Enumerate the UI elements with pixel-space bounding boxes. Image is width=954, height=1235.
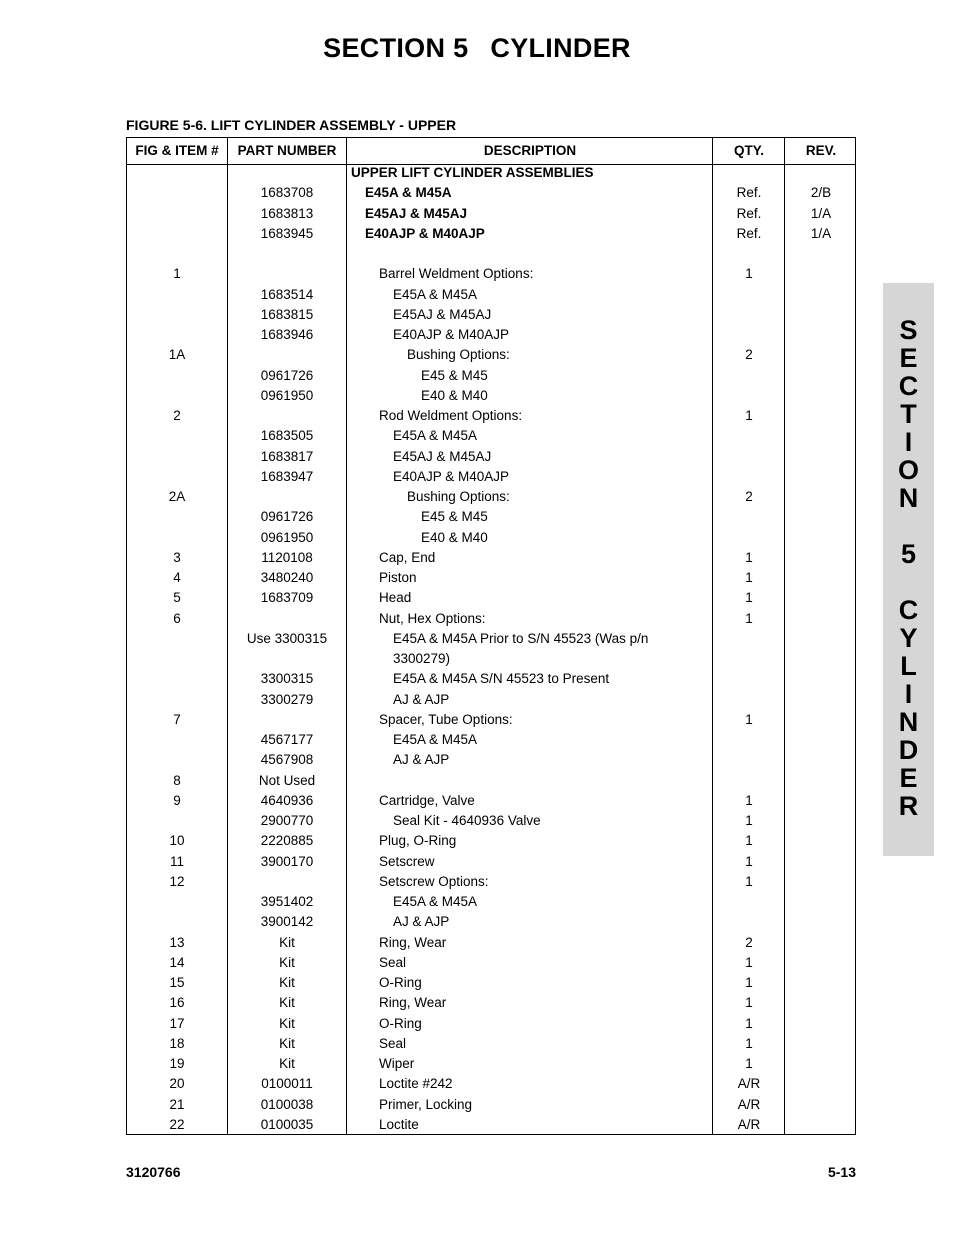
description-cell: Barrel Weldment Options: bbox=[379, 266, 534, 282]
description-cell: AJ & AJP bbox=[393, 752, 450, 768]
fig-item-cell: 6 bbox=[173, 610, 181, 626]
side-tab-letter: C bbox=[898, 595, 919, 625]
description-cell: Bushing Options: bbox=[407, 347, 510, 363]
part-number-cell: 3300279 bbox=[260, 691, 314, 707]
part-number-cell: 1683505 bbox=[260, 428, 314, 444]
part-number-cell: 3480240 bbox=[260, 570, 314, 585]
table-row bbox=[127, 750, 857, 770]
fig-item-cell: 10 bbox=[169, 833, 185, 849]
qty-cell: 1 bbox=[745, 408, 753, 423]
header-description: DESCRIPTION bbox=[483, 143, 577, 158]
doc-number: 3120766 bbox=[126, 1164, 181, 1180]
qty-cell: 1 bbox=[745, 711, 753, 727]
table-row bbox=[127, 730, 857, 750]
table-row bbox=[127, 993, 857, 1013]
table-row bbox=[127, 1095, 857, 1115]
description-cell: Setscrew bbox=[379, 853, 435, 869]
description-cell: Ring, Wear bbox=[379, 934, 447, 950]
part-number-cell: 1683514 bbox=[260, 286, 314, 302]
rev-cell: 1/A bbox=[810, 225, 832, 241]
description-cell: Seal bbox=[379, 954, 407, 970]
qty-cell: 1 bbox=[745, 813, 753, 828]
description-cell: E45A & M45A bbox=[393, 428, 478, 444]
figure-title: FIGURE 5-6. LIFT CYLINDER ASSEMBLY - UPPER bbox=[126, 117, 457, 133]
fig-item-cell: 19 bbox=[169, 1056, 185, 1071]
part-number-cell: Kit bbox=[279, 954, 295, 970]
description-cell: Wiper bbox=[379, 1056, 415, 1071]
table-row bbox=[127, 285, 857, 305]
table-row bbox=[127, 1074, 857, 1094]
table-row bbox=[127, 406, 857, 426]
description-cell: Nut, Hex Options: bbox=[379, 610, 486, 626]
table-row bbox=[127, 305, 857, 325]
description-cell: Cap, End bbox=[379, 549, 436, 565]
part-number-cell: 4567177 bbox=[260, 732, 314, 747]
part-number-cell: 0100035 bbox=[260, 1116, 314, 1132]
part-number-cell: 3900142 bbox=[260, 914, 314, 930]
side-tab-letter: E bbox=[899, 763, 918, 793]
fig-item-cell: 13 bbox=[169, 934, 185, 950]
part-number-cell: Kit bbox=[279, 975, 295, 990]
description-cell: AJ & AJP bbox=[393, 691, 450, 707]
table-row bbox=[127, 447, 857, 467]
table-row bbox=[127, 548, 857, 568]
fig-item-cell: 9 bbox=[173, 792, 181, 808]
table-row bbox=[127, 568, 857, 588]
description-cell: Plug, O-Ring bbox=[379, 833, 457, 849]
fig-item-cell: 4 bbox=[173, 570, 181, 585]
side-tab-letter: T bbox=[900, 399, 917, 429]
table-row bbox=[127, 933, 857, 953]
description-cell: E40AJP & M40AJP bbox=[393, 327, 510, 342]
table-row bbox=[127, 224, 857, 244]
fig-item-cell: 3 bbox=[173, 549, 181, 565]
table-row bbox=[127, 852, 857, 872]
qty-cell: 1 bbox=[745, 1035, 753, 1051]
parts-rows bbox=[127, 163, 857, 1135]
description-cell: Head bbox=[379, 590, 412, 606]
description-cell: Piston bbox=[379, 570, 417, 585]
side-tab-letter: L bbox=[900, 651, 917, 681]
description-cell: Loctite #242 bbox=[379, 1076, 453, 1092]
table-row bbox=[127, 1115, 857, 1135]
qty-cell: 1 bbox=[745, 975, 753, 990]
table-row bbox=[127, 588, 857, 608]
header-qty: QTY. bbox=[733, 143, 764, 158]
part-number-cell: 0100038 bbox=[260, 1096, 314, 1112]
table-row bbox=[127, 669, 857, 689]
table-row bbox=[127, 912, 857, 932]
qty-cell: 1 bbox=[745, 954, 753, 970]
description-cell: E45 & M45 bbox=[421, 367, 488, 383]
table-row bbox=[127, 649, 857, 669]
side-tab-letter: E bbox=[899, 343, 918, 373]
table-row bbox=[127, 183, 857, 203]
table-row bbox=[127, 1034, 857, 1054]
description-cell: E40 & M40 bbox=[421, 387, 488, 403]
table-row bbox=[127, 487, 857, 507]
side-tab-letter: O bbox=[897, 455, 919, 485]
description-cell: 3300279) bbox=[393, 651, 451, 666]
table-row bbox=[127, 467, 857, 487]
page-number: 5-13 bbox=[827, 1164, 856, 1180]
rev-cell: 2/B bbox=[810, 185, 832, 201]
side-tab-letter: 5 bbox=[900, 539, 917, 569]
part-number-cell: Kit bbox=[279, 1035, 295, 1051]
side-tab-letter: D bbox=[898, 735, 919, 765]
qty-cell: 1 bbox=[745, 833, 753, 849]
table-row bbox=[127, 386, 857, 406]
side-tab-letter: N bbox=[898, 483, 919, 513]
fig-item-cell: 21 bbox=[169, 1096, 185, 1112]
side-tab-letter: Y bbox=[899, 623, 918, 653]
table-row bbox=[127, 791, 857, 811]
qty-cell: 1 bbox=[745, 853, 753, 869]
part-number-cell: 1683813 bbox=[260, 205, 314, 221]
header-part-number: PART NUMBER bbox=[237, 143, 337, 158]
part-number-cell: 0961950 bbox=[260, 387, 314, 403]
header-rev: REV. bbox=[805, 143, 837, 158]
table-row bbox=[127, 609, 857, 629]
description-cell: Spacer, Tube Options: bbox=[379, 711, 513, 727]
part-number-cell: Kit bbox=[279, 1056, 295, 1071]
qty-cell: 1 bbox=[745, 792, 753, 808]
description-cell: E45A & M45A bbox=[393, 732, 478, 747]
qty-cell: 1 bbox=[745, 570, 753, 585]
section-name: CYLINDER bbox=[490, 33, 631, 63]
table-row bbox=[127, 507, 857, 527]
table-row bbox=[127, 426, 857, 446]
part-number-cell: Kit bbox=[279, 934, 295, 950]
part-number-cell: 0961726 bbox=[260, 509, 314, 525]
qty-cell: 1 bbox=[745, 549, 753, 565]
table-row bbox=[127, 325, 857, 345]
fig-item-cell: 17 bbox=[169, 1015, 185, 1031]
table-row bbox=[127, 264, 857, 284]
qty-cell: Ref. bbox=[736, 225, 762, 241]
table-row bbox=[127, 710, 857, 730]
side-tab-letter: C bbox=[898, 371, 919, 401]
qty-cell: Ref. bbox=[736, 185, 762, 201]
table-row bbox=[127, 811, 857, 831]
section-heading bbox=[0, 33, 954, 64]
fig-item-cell: 1 bbox=[173, 266, 181, 282]
part-number-cell: 0961726 bbox=[260, 367, 314, 383]
section-side-tab bbox=[883, 283, 934, 856]
description-cell: O-Ring bbox=[379, 1015, 422, 1031]
description-cell: Bushing Options: bbox=[407, 489, 510, 504]
part-number-cell: Not Used bbox=[258, 772, 316, 788]
table-row bbox=[127, 1054, 857, 1074]
qty-cell: 1 bbox=[745, 590, 753, 606]
fig-item-cell: 5 bbox=[173, 590, 181, 606]
description-cell: E45A & M45A bbox=[393, 286, 478, 302]
side-tab-letters bbox=[883, 316, 934, 820]
qty-cell: 1 bbox=[745, 1015, 753, 1031]
description-cell: E45AJ & M45AJ bbox=[393, 306, 492, 322]
part-number-cell: 2220885 bbox=[260, 833, 314, 849]
part-number-cell: 1683945 bbox=[260, 225, 314, 241]
description-cell: Rod Weldment Options: bbox=[379, 408, 523, 423]
table-row bbox=[127, 528, 857, 548]
description-cell: E45A & M45A bbox=[393, 894, 478, 909]
fig-item-cell: 2A bbox=[168, 489, 186, 504]
header-fig-item: FIG & ITEM # bbox=[135, 143, 219, 158]
parts-table bbox=[126, 137, 856, 1135]
part-number-cell: 1683709 bbox=[260, 590, 314, 606]
qty-cell: 1 bbox=[745, 1056, 753, 1071]
side-tab-letter: I bbox=[904, 427, 913, 457]
table-row bbox=[127, 345, 857, 365]
table-row bbox=[127, 831, 857, 851]
rev-cell: 1/A bbox=[810, 205, 832, 221]
description-cell: Ring, Wear bbox=[379, 995, 447, 1011]
part-number-cell: 1683946 bbox=[260, 327, 314, 342]
description-cell: Seal Kit - 4640936 Valve bbox=[393, 813, 541, 828]
fig-item-cell: 1A bbox=[168, 347, 186, 363]
qty-cell: 1 bbox=[745, 873, 753, 889]
description-cell: Primer, Locking bbox=[379, 1096, 473, 1112]
description-cell: AJ & AJP bbox=[393, 914, 450, 930]
side-tab-letter: S bbox=[899, 315, 918, 345]
qty-cell: 2 bbox=[745, 489, 753, 504]
qty-cell: 1 bbox=[745, 610, 753, 626]
fig-item-cell: 12 bbox=[169, 873, 185, 889]
qty-cell: 2 bbox=[745, 347, 753, 363]
qty-cell: Ref. bbox=[736, 205, 762, 221]
table-row bbox=[127, 366, 857, 386]
description-cell: E40AJP & M40AJP bbox=[365, 225, 485, 241]
qty-cell: 1 bbox=[745, 995, 753, 1011]
part-number-cell: 2900770 bbox=[260, 813, 314, 828]
description-cell: E45 & M45 bbox=[421, 509, 488, 525]
qty-cell: A/R bbox=[737, 1096, 761, 1112]
fig-item-cell: 8 bbox=[173, 772, 181, 788]
description-cell: E45AJ & M45AJ bbox=[393, 448, 492, 464]
table-row bbox=[127, 690, 857, 710]
fig-item-cell: 14 bbox=[169, 954, 185, 970]
qty-cell: 2 bbox=[745, 934, 753, 950]
part-number-cell: 4567908 bbox=[260, 752, 314, 768]
table-row bbox=[127, 872, 857, 892]
table-row bbox=[127, 771, 857, 791]
description-cell: O-Ring bbox=[379, 975, 422, 990]
part-number-cell: 1683947 bbox=[260, 468, 314, 484]
part-number-cell: Kit bbox=[279, 995, 295, 1011]
description-cell: UPPER LIFT CYLINDER ASSEMBLIES bbox=[351, 165, 594, 180]
table-row bbox=[127, 244, 857, 264]
qty-cell: 1 bbox=[745, 266, 753, 282]
part-number-cell: 0100011 bbox=[261, 1076, 313, 1092]
table-row bbox=[127, 953, 857, 973]
side-tab-letter: I bbox=[904, 679, 913, 709]
fig-item-cell: 11 bbox=[169, 853, 184, 869]
fig-item-cell: 22 bbox=[169, 1116, 185, 1132]
description-cell: Loctite bbox=[379, 1116, 419, 1132]
table-row bbox=[127, 973, 857, 993]
table-row bbox=[127, 204, 857, 224]
side-tab-letter: R bbox=[898, 791, 919, 821]
part-number-cell: 3300315 bbox=[260, 671, 314, 687]
table-row bbox=[127, 892, 857, 912]
description-cell: E45A & M45A bbox=[365, 185, 452, 201]
description-cell: E40AJP & M40AJP bbox=[393, 468, 510, 484]
fig-item-cell: 16 bbox=[169, 995, 185, 1011]
description-cell: E45A & M45A Prior to S/N 45523 (Was p/n bbox=[393, 630, 649, 646]
fig-item-cell: 2 bbox=[173, 408, 181, 423]
description-cell: Setscrew Options: bbox=[379, 873, 489, 889]
fig-item-cell: 7 bbox=[173, 711, 181, 727]
table-row bbox=[127, 1014, 857, 1034]
fig-item-cell: 15 bbox=[169, 975, 185, 990]
part-number-cell: 0961950 bbox=[260, 529, 314, 545]
part-number-cell: 3951402 bbox=[260, 894, 314, 909]
description-cell: Cartridge, Valve bbox=[379, 792, 475, 808]
fig-item-cell: 20 bbox=[169, 1076, 185, 1092]
side-tab-letter: N bbox=[898, 707, 919, 737]
qty-cell: A/R bbox=[737, 1116, 761, 1132]
description-cell: E40 & M40 bbox=[421, 529, 488, 545]
description-cell: Seal bbox=[379, 1035, 407, 1051]
part-number-cell: Use 3300315 bbox=[246, 630, 328, 646]
part-number-cell: 3900170 bbox=[260, 853, 314, 869]
fig-item-cell: 18 bbox=[169, 1035, 185, 1051]
part-number-cell: Kit bbox=[279, 1015, 295, 1031]
table-row bbox=[127, 163, 857, 183]
part-number-cell: 4640936 bbox=[260, 792, 314, 808]
description-cell: E45AJ & M45AJ bbox=[365, 205, 468, 221]
part-number-cell: 1120108 bbox=[261, 549, 313, 565]
qty-cell: A/R bbox=[737, 1076, 761, 1092]
description-cell: E45A & M45A S/N 45523 to Present bbox=[393, 671, 610, 687]
table-row bbox=[127, 629, 857, 649]
part-number-cell: 1683708 bbox=[260, 185, 314, 201]
section-label: SECTION 5 bbox=[323, 33, 469, 63]
part-number-cell: 1683815 bbox=[260, 306, 314, 322]
part-number-cell: 1683817 bbox=[260, 448, 314, 464]
